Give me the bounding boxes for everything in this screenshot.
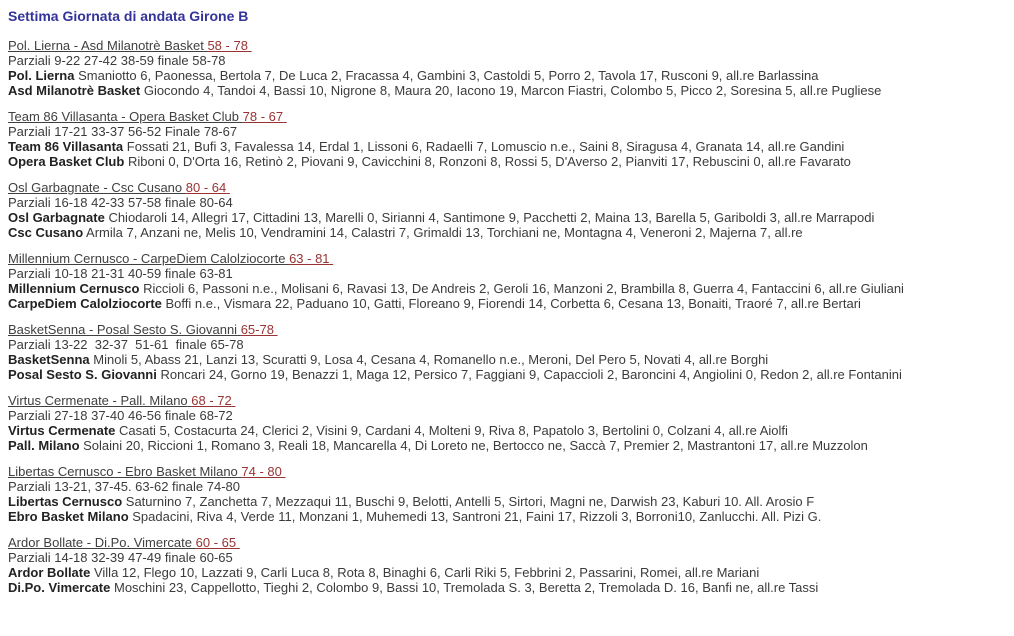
away-team-name: Pall. Milano <box>8 438 80 453</box>
match-link[interactable] <box>8 322 1006 337</box>
match-score-link[interactable]: 68 - 72 <box>191 393 232 408</box>
away-team-line <box>8 580 1006 595</box>
page-title: Settima Giornata di andata Girone B <box>8 8 249 24</box>
home-team-line <box>8 68 1006 83</box>
match-list <box>8 38 1006 595</box>
away-team-players: Riboni 0, D'Orta 16, Retinò 2, Piovani 9, Cavicchini 8, Ronzoni 8, Rossi 5, D'Averso 2, Pianviti 17, Rebuscini 0, all.re Favarato <box>127 154 851 169</box>
match-result-block <box>8 464 1006 524</box>
match-teams-link[interactable]: Team 86 Villasanta - Opera Basket Club <box>8 109 239 124</box>
away-team-line <box>8 225 1006 240</box>
quarter-scores: Parziali 17-21 33-37 56-52 Finale 78-67 <box>8 124 238 139</box>
home-team-players: Villa 12, Flego 10, Lazzati 9, Carli Luca 8, Rota 8, Binaghi 6, Carli Riki 5, Febbrini 2, Passarini, Romei, all.re Mariani <box>93 565 760 580</box>
quarter-scores: Parziali 13-22 32-37 51-61 finale 65-78 <box>8 337 244 352</box>
match-link[interactable] <box>8 180 1006 195</box>
home-team-name: Millennium Cernusco <box>8 281 140 296</box>
match-link[interactable] <box>8 109 1006 124</box>
match-score-link[interactable]: 78 - 67 <box>242 109 284 124</box>
match-teams-link[interactable]: Pol. Lierna - Asd Milanotrè Basket <box>8 38 204 53</box>
quarter-scores: Parziali 16-18 42-33 57-58 finale 80-64 <box>8 195 233 210</box>
away-team-players: Spadacini, Riva 4, Verde 11, Monzani 1, Muhemedi 13, Santroni 21, Faini 17, Rizzoli 3, Borroni10, Zanlucchi. All. Pizi G. <box>132 509 822 524</box>
home-team-line <box>8 139 1006 154</box>
match-link[interactable] <box>8 464 1006 479</box>
away-team-name: Ebro Basket Milano <box>8 509 129 524</box>
home-team-line <box>8 423 1006 438</box>
match-result-block <box>8 535 1006 595</box>
match-score-link[interactable]: 80 - 64 <box>185 180 227 195</box>
quarter-scores: Parziali 13-21, 37-45. 63-62 finale 74-80 <box>8 479 240 494</box>
home-team-players: Smaniotto 6, Paonessa, Bertola 7, De Luca 2, Fracassa 4, Gambini 3, Castoldi 5, Porro 2, Tavola 17, Rusconi 9, all.re Barlassina <box>78 68 819 83</box>
home-team-name: Ardor Bollate <box>8 565 91 580</box>
home-team-name: Libertas Cernusco <box>8 494 123 509</box>
away-team-players: Giocondo 4, Tandoi 4, Bassi 10, Nigrone 8, Maura 20, Iacono 19, Marcon Fiastri, Colombo 5, Picco 2, Soresina 5, all.re Pugliese <box>143 83 882 98</box>
match-link[interactable] <box>8 393 1006 408</box>
home-team-players: Minoli 5, Abass 21, Lanzi 13, Scuratti 9, Losa 4, Cesana 4, Romanello n.e., Meroni, Del Pero 5, Novati 4, all.re Borghi <box>93 352 769 367</box>
match-link[interactable] <box>8 38 1006 53</box>
away-team-players: Boffi n.e., Vismara 22, Paduano 10, Gatti, Floreano 9, Fiorendi 14, Corbetta 6, Cesana 13, Bonaiti, Traoré 7, all.re Bertari <box>165 296 861 311</box>
match-teams-link[interactable]: Ardor Bollate - Di.Po. Vimercate <box>8 535 192 550</box>
home-team-players: Saturnino 7, Zanchetta 7, Mezzaqui 11, Buschi 9, Belotti, Antelli 5, Sirtori, Magni ne, Darwish 23, Kaburi 10. All. Arosio F <box>125 494 815 509</box>
quarter-scores: Parziali 10-18 21-31 40-59 finale 63-81 <box>8 266 233 281</box>
match-result-block <box>8 38 1006 98</box>
match-score-link[interactable]: 74 - 80 <box>241 464 282 479</box>
away-team-name: CarpeDiem Calolziocorte <box>8 296 162 311</box>
home-team-line <box>8 494 1006 509</box>
match-result-block <box>8 180 1006 240</box>
home-team-name: Osl Garbagnate <box>8 210 105 225</box>
away-team-line <box>8 509 1006 524</box>
match-link[interactable] <box>8 535 1006 550</box>
away-team-name: Di.Po. Vimercate <box>8 580 111 595</box>
away-team-name: Posal Sesto S. Giovanni <box>8 367 157 382</box>
match-score-link[interactable]: 60 - 65 <box>195 535 237 550</box>
home-team-players: Casati 5, Costacurta 24, Clerici 2, Visini 9, Cardani 4, Molteni 9, Riva 8, Papatolo 3, Bertolini 0, Colzani 4, all.re Aiolfi <box>119 423 788 438</box>
quarter-scores: Parziali 9-22 27-42 38-59 finale 58-78 <box>8 53 226 68</box>
away-team-players: Solaini 20, Riccioni 1, Romano 3, Reali 18, Mancarella 4, Di Loreto ne, Bertocco ne, Saccà 7, Premier 2, Mastrantoni 17, all.re Muzzolon <box>83 438 868 453</box>
quarter-scores: Parziali 27-18 37-40 46-56 finale 68-72 <box>8 408 233 423</box>
away-team-name: Asd Milanotrè Basket <box>8 83 141 98</box>
match-teams-link[interactable]: BasketSenna - Posal Sesto S. Giovanni <box>8 322 238 337</box>
away-team-line <box>8 154 1006 169</box>
quarter-scores: Parziali 14-18 32-39 47-49 finale 60-65 <box>8 550 233 565</box>
home-team-name: BasketSenna <box>8 352 90 367</box>
match-teams-link[interactable]: Libertas Cernusco - Ebro Basket Milano <box>8 464 238 479</box>
match-score-link[interactable]: 58 - 78 <box>207 38 248 53</box>
match-score-link[interactable]: 63 - 81 <box>289 251 330 266</box>
match-link[interactable] <box>8 251 1006 266</box>
home-team-players: Fossati 21, Bufi 3, Favalessa 14, Erdal 1, Lissoni 6, Radaelli 7, Lomuscio n.e., Saini 8, Siragusa 4, Granata 14, all.re Gandini <box>126 139 845 154</box>
home-team-line <box>8 210 1006 225</box>
match-teams-link[interactable]: Osl Garbagnate - Csc Cusano <box>8 180 183 195</box>
away-team-line <box>8 83 1006 98</box>
home-team-name: Virtus Cermenate <box>8 423 116 438</box>
away-team-players: Armila 7, Anzani ne, Melis 10, Vendramini 14, Calastri 7, Grimaldi 13, Torchiani ne, Montagna 4, Veneroni 2, Majerna 7, all.re <box>86 225 803 240</box>
home-team-line <box>8 281 1006 296</box>
away-team-line <box>8 367 1006 382</box>
match-result-block <box>8 322 1006 382</box>
home-team-name: Pol. Lierna <box>8 68 75 83</box>
away-team-players: Moschini 23, Cappellotto, Tieghi 2, Colombo 9, Bassi 10, Tremolada S. 3, Beretta 2, Tremolada D. 16, Banfi ne, all.re Tassi <box>114 580 819 595</box>
home-team-line <box>8 352 1006 367</box>
home-team-players: Chiodaroli 14, Allegri 17, Cittadini 13, Marelli 0, Sirianni 4, Santimone 9, Pacchetti 2, Maina 13, Barella 5, Gariboldi 3, all.re Marrapodi <box>108 210 875 225</box>
home-team-line <box>8 565 1006 580</box>
away-team-name: Csc Cusano <box>8 225 84 240</box>
match-result-block <box>8 251 1006 311</box>
home-team-name: Team 86 Villasanta <box>8 139 124 154</box>
away-team-players: Roncari 24, Gorno 19, Benazzi 1, Maga 12, Persico 7, Faggiani 9, Capaccioli 2, Baroncini 4, Angiolini 0, Redon 2, all.re Fontanini <box>160 367 902 382</box>
away-team-line <box>8 296 1006 311</box>
away-team-line <box>8 438 1006 453</box>
away-team-name: Opera Basket Club <box>8 154 125 169</box>
match-score-link[interactable]: 65-78 <box>240 322 274 337</box>
match-result-block <box>8 109 1006 169</box>
match-teams-link[interactable]: Virtus Cermenate - Pall. Milano <box>8 393 188 408</box>
match-result-block <box>8 393 1006 453</box>
match-teams-link[interactable]: Millennium Cernusco - CarpeDiem Calolziocorte <box>8 251 286 266</box>
home-team-players: Riccioli 6, Passoni n.e., Molisani 6, Ravasi 13, De Andreis 2, Geroli 16, Manzoni 2, Brambilla 8, Guerra 4, Fantaccini 6, all.re Giuliani <box>143 281 904 296</box>
